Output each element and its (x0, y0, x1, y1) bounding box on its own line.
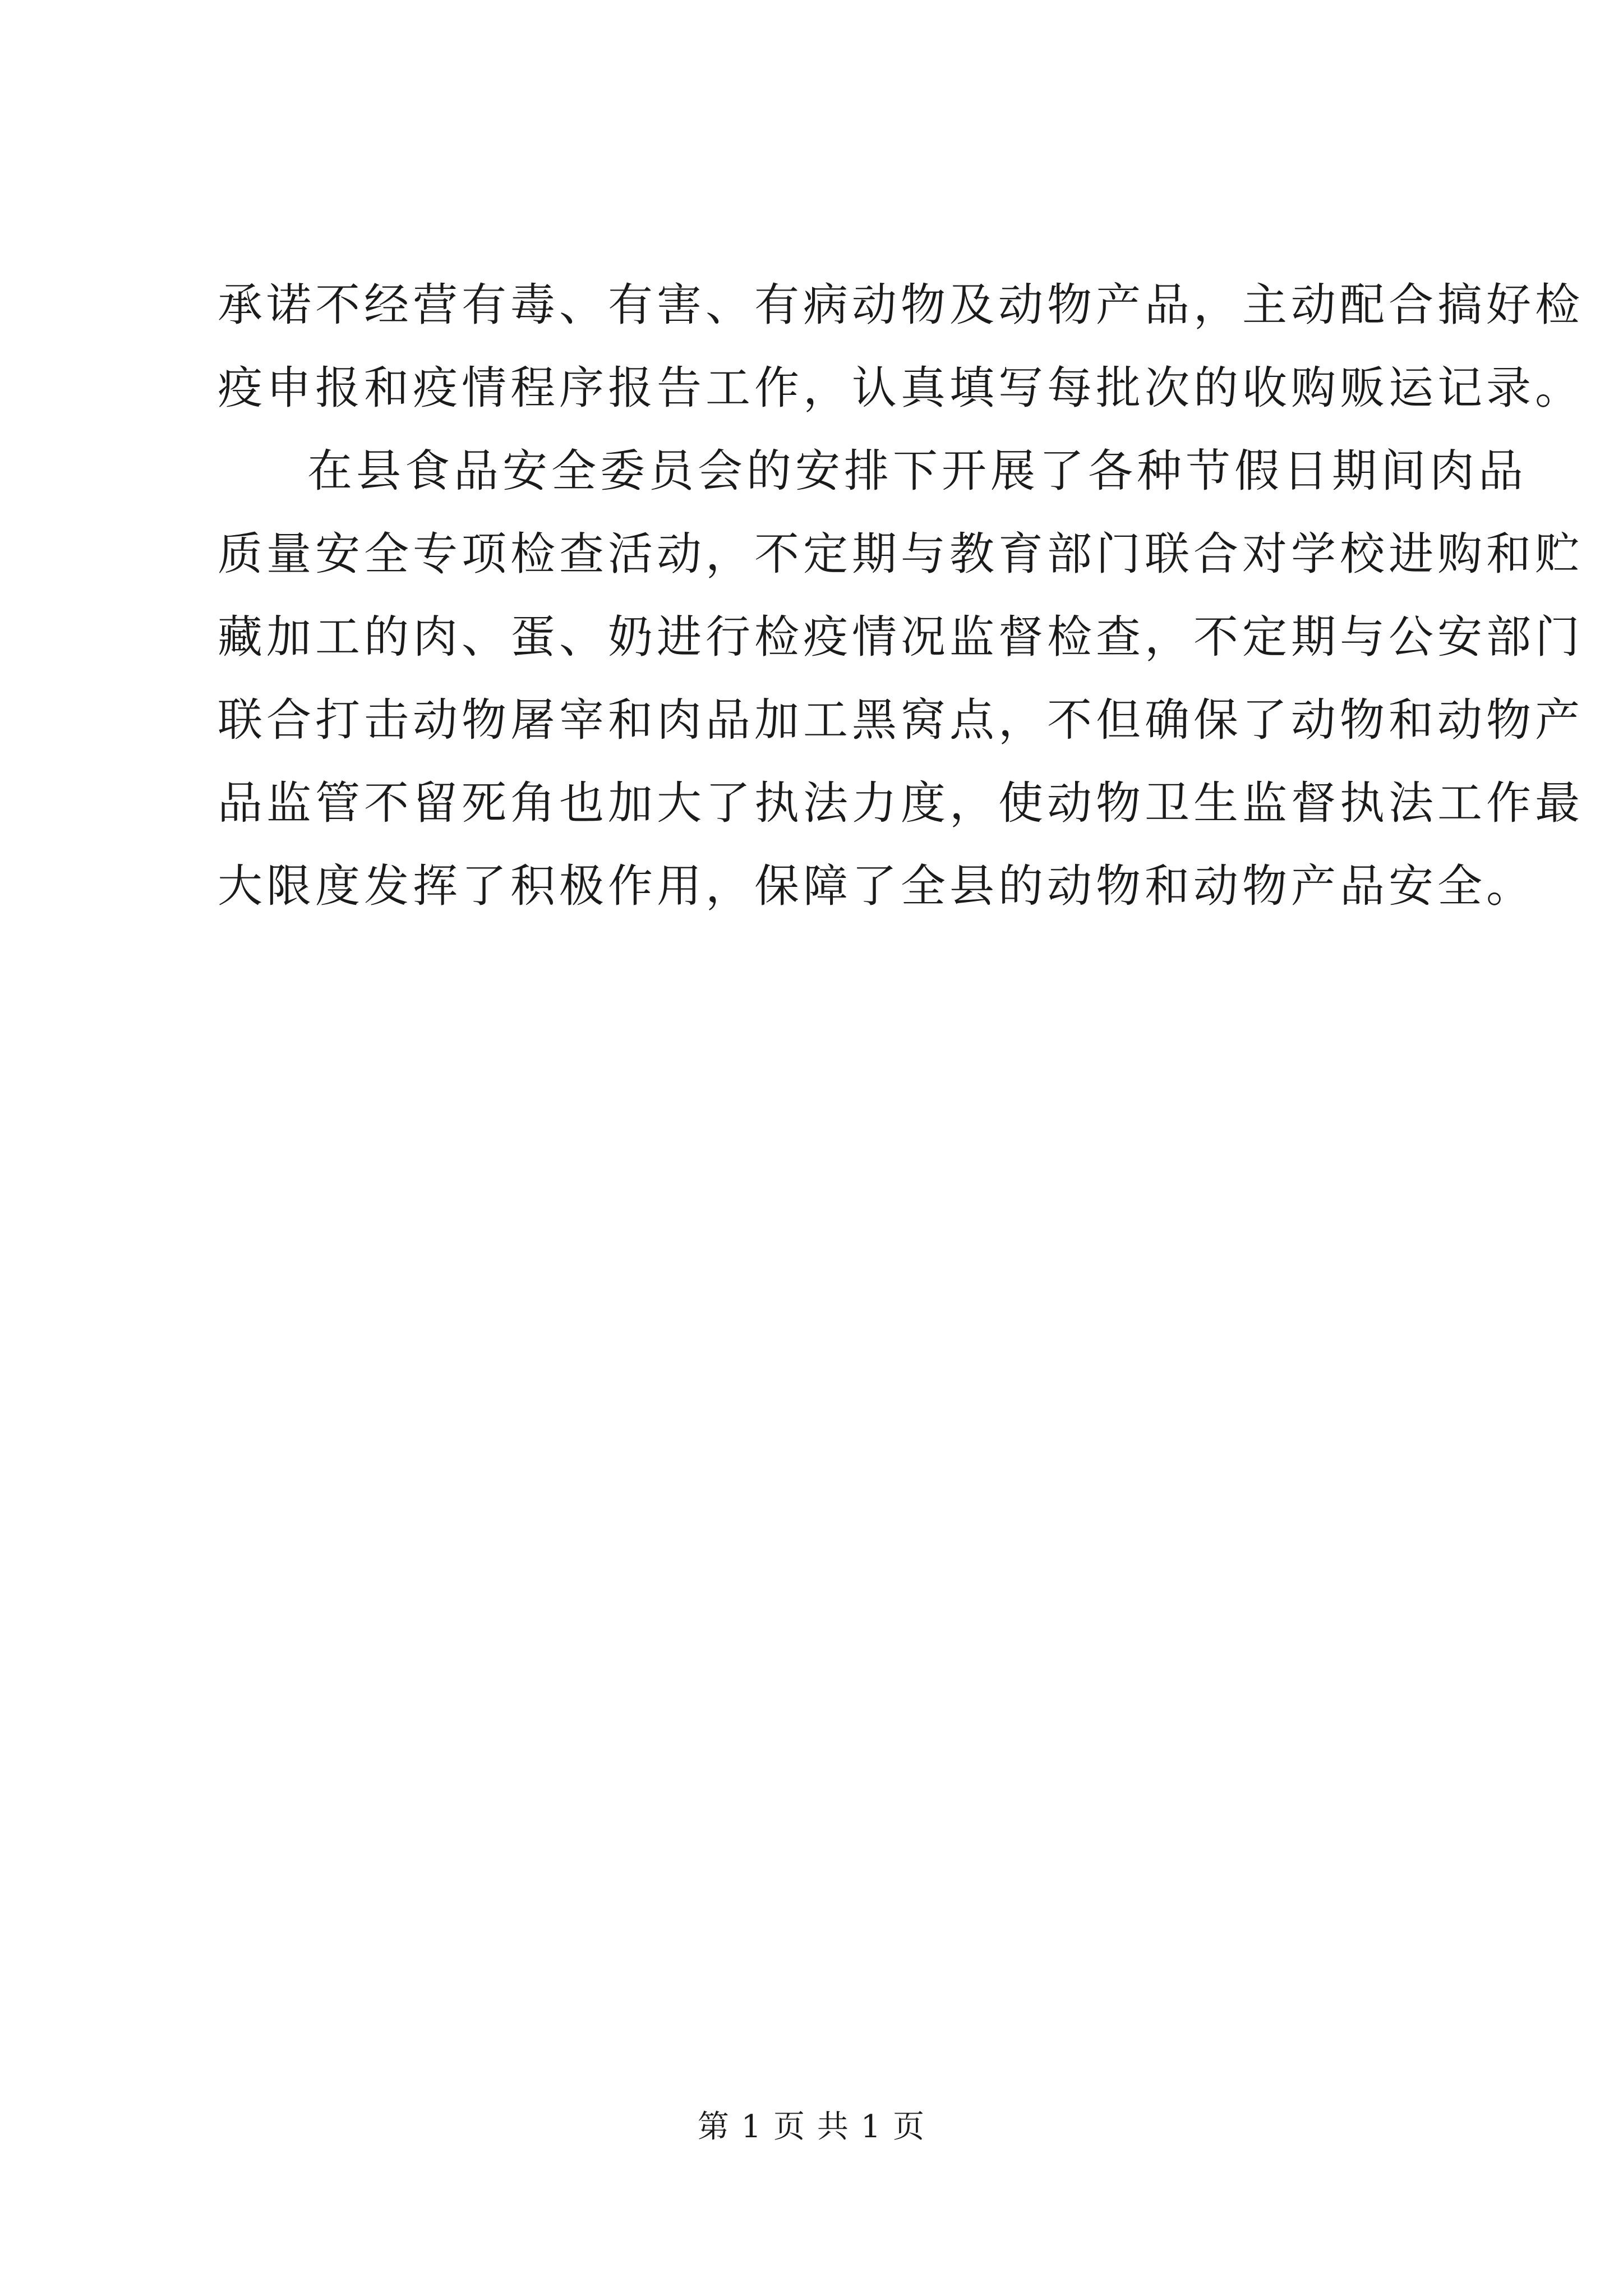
text-line: 联合打击动物屠宰和肉品加工黑窝点，不但确保了动物和动物产 (218, 694, 1584, 746)
document-body (218, 264, 1584, 928)
text-line: 大限度发挥了积极作用，保障了全县的动物和动物产品安全。 (218, 860, 1535, 912)
text-line: 疫申报和疫情程序报告工作，认真填写每批次的收购贩运记录。 (218, 362, 1584, 414)
text-line: 品监管不留死角也加大了执法力度，使动物卫生监督执法工作最 (218, 777, 1584, 829)
paragraph-first-line: 在县食品安全委员会的安排下开展了各种节假日期间肉品 (307, 445, 1527, 497)
text-line: 质量安全专项检查活动，不定期与教育部门联合对学校进购和贮 (218, 528, 1584, 580)
page-number-footer: 第 1 页 共 1 页 (697, 2109, 926, 2145)
text-line: 承诺不经营有毒、有害、有病动物及动物产品，主动配合搞好检 (218, 279, 1584, 331)
text-line: 藏加工的肉、蛋、奶进行检疫情况监督检查，不定期与公安部门 (218, 611, 1584, 663)
